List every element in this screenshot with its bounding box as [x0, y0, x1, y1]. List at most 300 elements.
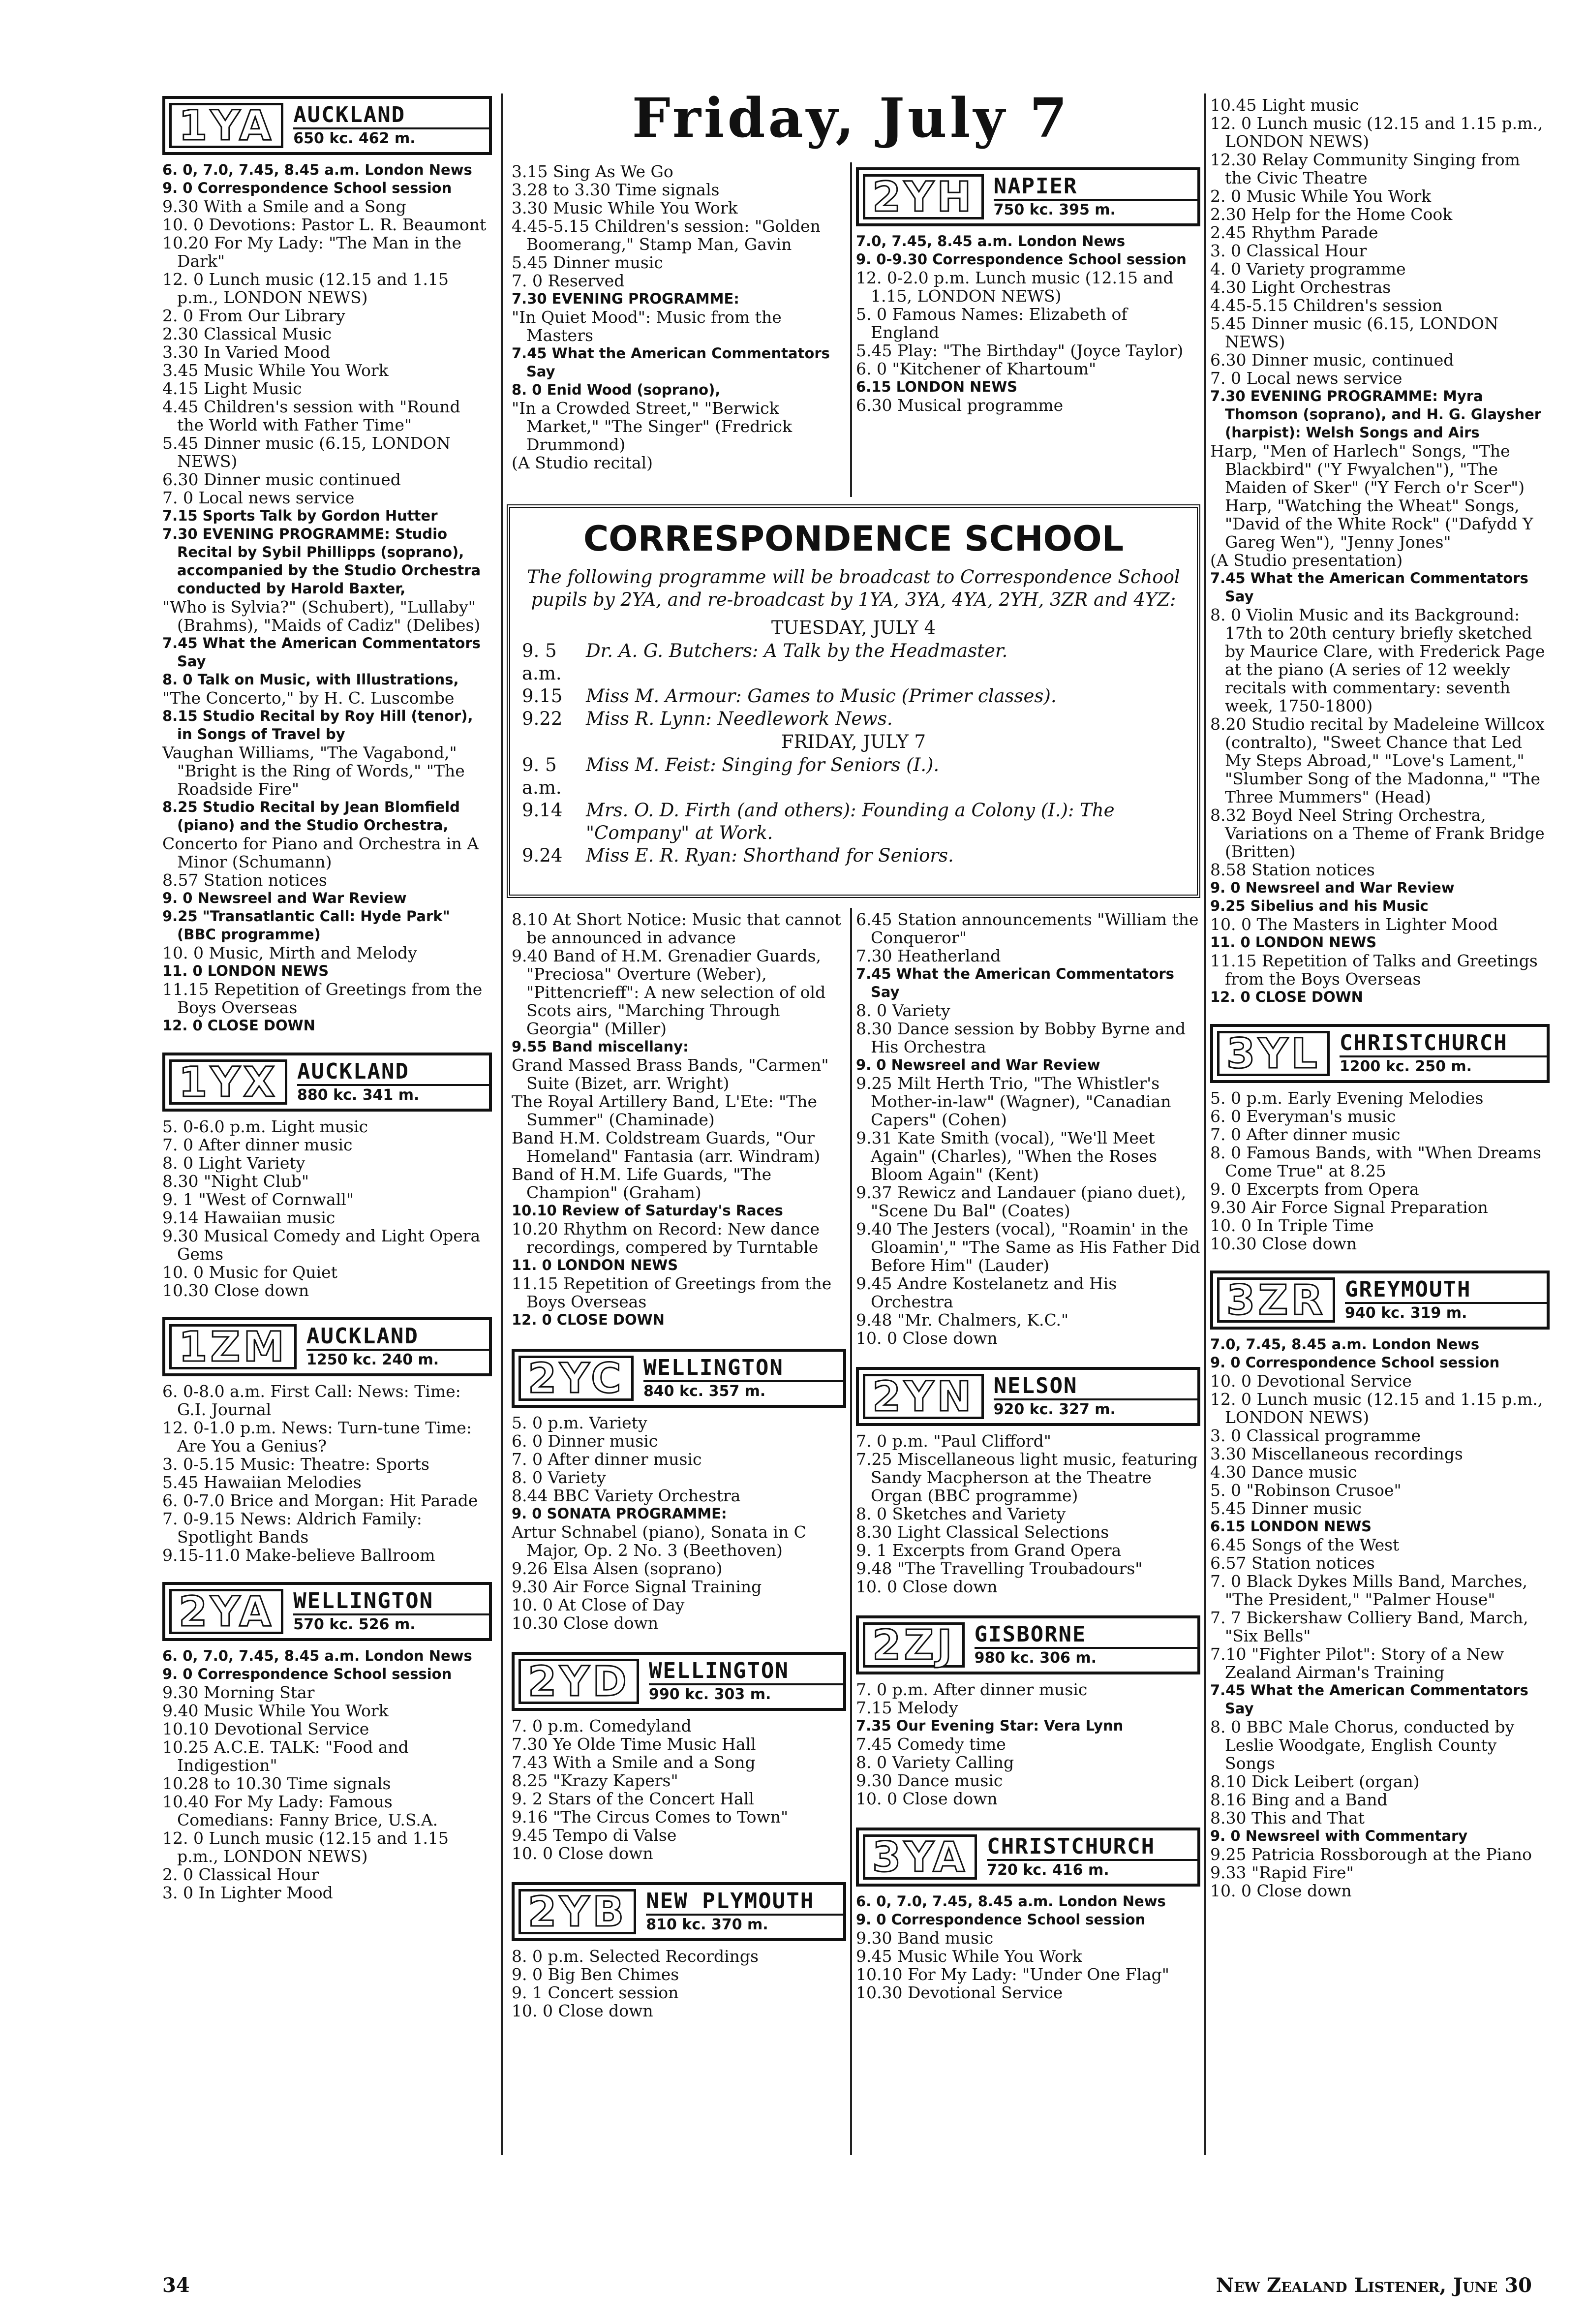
station-city: NEW PLYMOUTH [646, 1889, 843, 1916]
schedule-item: 7.30 Heatherland [856, 946, 1001, 965]
schedule-item: 10.40 For My Lady: Famous Comedians: Fanny Brice, U.S.A. [162, 1792, 438, 1829]
schedule-item: 9.48 "The Travelling Troubadours" [856, 1559, 1143, 1578]
station-frequency: 1200 kc. 250 m. [1339, 1058, 1472, 1075]
schedule-item: 6.57 Station notices [1210, 1553, 1375, 1573]
schedule-item: 5.45 Play: "The Birthday" (Joyce Taylor) [856, 341, 1184, 360]
schedule-item: 7.45 What the American Commentators Say [856, 965, 1174, 1000]
schedule-list [1210, 1089, 1550, 1253]
station-frequency: 570 kc. 526 m. [293, 1616, 416, 1633]
schedule-item: 8. 0 p.m. Selected Recordings [512, 1947, 759, 1966]
schedule-item: 8.20 Studio recital by Madeleine Willcox (contralto), "Sweet Chance that Led My Steps Abroad," "Love's Lament," "Slumber Song of the Madonna," "The Three Mummers" (Head) [1210, 714, 1545, 806]
schedule-item: 9.30 With a Smile and a Song [162, 197, 406, 216]
programme-time: 9.15 [522, 685, 563, 707]
schedule-item: 10.30 Close down [1210, 1234, 1357, 1253]
schedule-item: 10. 0 Devotional Service [1210, 1371, 1412, 1391]
schedule-item: 12. 0 CLOSE DOWN [162, 1017, 315, 1034]
station-city: WELLINGTON [643, 1356, 843, 1382]
schedule-item: 10. 0 Close down [856, 1789, 998, 1808]
schedule-item: 6.30 Dinner music continued [162, 470, 401, 489]
schedule-item: 9.30 Air Force Signal Preparation [1210, 1198, 1488, 1217]
schedule-item: 8.25 Studio Recital by Jean Blomfield (piano) and the Studio Orchestra, [162, 799, 460, 834]
schedule-item: 9.40 Band of H.M. Grenadier Guards, "Preciosa" Overture (Weber), "Pittencrieff": A new selection of old Scots airs, "Marching Through Georgia" (Miller) [512, 946, 826, 1038]
schedule-item: (A Studio presentation) [1210, 551, 1403, 570]
station-frequency: 880 kc. 341 m. [297, 1086, 420, 1104]
schedule-item: 12. 0 Lunch music (12.15 and 1.15 p.m., LONDON NEWS) [1210, 114, 1543, 151]
schedule-item: 8.32 Boyd Neel String Orchestra, Variations on a Theme of Frank Bridge (Britten) [1210, 806, 1545, 861]
station-city: AUCKLAND [306, 1324, 489, 1351]
station-city: CHRISTCHURCH [1340, 1031, 1547, 1057]
programme-row [522, 754, 1185, 799]
schedule-item: 9. 0 Newsreel and War Review [856, 1056, 1100, 1073]
schedule-item: 7. 0 Local news service [162, 488, 355, 507]
schedule-item: 9. 0-9.30 Correspondence School session [856, 251, 1187, 268]
schedule-item: 10. 0 Close down [512, 1844, 653, 1863]
call-sign: 3YA [863, 1834, 977, 1880]
schedule-item: 9.48 "Mr. Chalmers, K.C." [856, 1310, 1069, 1330]
call-sign: 3YL [1217, 1031, 1330, 1076]
column-4 [1210, 96, 1550, 1900]
schedule-item: 10.20 For My Lady: "The Man in the Dark" [162, 233, 462, 271]
schedule-item: 5.45 Hawaiian Melodies [162, 1473, 362, 1492]
call-sign: 2YB [518, 1889, 636, 1934]
programme-row [522, 708, 1185, 730]
box-intro: The following programme will be broadcast to Correspondence School pupils by 2YA, and re-broadcast by 1YA, 3YA, 4YA, 2YH, 3ZR and 4YZ: [527, 566, 1180, 610]
call-sign: 2YH [863, 174, 984, 219]
schedule-item: 4. 0 Variety programme [1210, 259, 1406, 279]
schedule-item: 2.30 Classical Music [162, 324, 332, 343]
day-heading: TUESDAY, JULY 4 [771, 617, 936, 638]
station-city: GREYMOUTH [1345, 1277, 1547, 1304]
station-city: WELLINGTON [649, 1659, 843, 1685]
schedule-item: 9. 0 Correspondence School session [1210, 1354, 1500, 1371]
schedule-item: 10.10 Devotional Service [162, 1719, 369, 1738]
schedule-item: 5. 0 Famous Names: Elizabeth of England [856, 305, 1128, 342]
schedule-item: Grand Massed Brass Bands, "Carmen" Suite (Bizet, arr. Wright) [512, 1055, 829, 1093]
schedule-item: 12. 0 Lunch music (12.15 and 1.15 p.m., LONDON NEWS) [1210, 1390, 1543, 1427]
schedule-item: Band of H.M. Life Guards, "The Champion" (Graham) [512, 1165, 772, 1202]
schedule-item: 5. 0-6.0 p.m. Light music [162, 1117, 368, 1136]
programme-row [522, 640, 1185, 685]
column-1 [162, 96, 492, 2324]
programme-row [522, 799, 1185, 844]
schedule-item: 6.30 Musical programme [856, 396, 1064, 415]
schedule-item: 8.10 At Short Notice: Music that cannot be announced in advance [512, 910, 841, 947]
day-rows [522, 640, 1185, 730]
schedule-item: 11.15 Repetition of Greetings from the Boys Overseas [512, 1274, 832, 1311]
schedule-item: 10.10 Review of Saturday's Races [512, 1202, 783, 1219]
schedule-item: 9.26 Elsa Alsen (soprano) [512, 1559, 723, 1578]
schedule-item: 10. 0 At Close of Day [512, 1595, 685, 1614]
station-3zr [1210, 1270, 1550, 1330]
schedule-item: 6. 0 Dinner music [512, 1431, 658, 1451]
station-city: CHRISTCHURCH [987, 1834, 1197, 1861]
schedule-list [856, 1432, 1200, 1596]
schedule-item: 5. 0 p.m. Variety [512, 1413, 647, 1432]
schedule-item: 5.45 Dinner music (6.15, LONDON NEWS) [162, 434, 451, 471]
day-rows [522, 754, 1185, 867]
schedule-item: "In Quiet Mood": Music from the Masters [512, 308, 782, 345]
station-3ya [856, 1828, 1200, 1887]
call-sign: 2YA [169, 1589, 283, 1634]
schedule-item: 9.40 The Jesters (vocal), "Roamin' in the Gloamin'," "The Same as His Father Did Before Him" (Lauder) [856, 1219, 1200, 1275]
schedule-item: Harp, "Men of Harlech" Songs, "The Blackbird" ("Y Fwyalchen"), "The Maiden of Sker" ("Y Ferch o'r Scer") Harp, "Watching the Wheat" Songs, "David of the White Rock" ("Dafydd Y Gareg Wen"), "Jenny Jones" [1210, 441, 1533, 552]
station-1zm [162, 1317, 492, 1376]
schedule-item: 9.25 "Transatlantic Call: Hyde Park" (BBC programme) [162, 908, 450, 943]
schedule-item: 12. 0 Lunch music (12.15 and 1.15 p.m., LONDON NEWS) [162, 270, 449, 307]
correspondence-school-box [507, 504, 1200, 898]
schedule-item: 7. 0 After dinner music [162, 1135, 353, 1154]
schedule-item: 5. 0 p.m. Early Evening Melodies [1210, 1088, 1484, 1108]
schedule-item: 8.25 "Krazy Kapers" [512, 1771, 678, 1790]
column-3-bottom [856, 910, 1200, 2002]
schedule-item: 5.45 Dinner music (6.15, LONDON NEWS) [1210, 314, 1498, 351]
schedule-item: 11. 0 LONDON NEWS [1210, 934, 1377, 951]
programme-time: 9.14 [522, 800, 563, 821]
schedule-item: 5. 0 "Robinson Crusoe" [1210, 1481, 1402, 1500]
schedule-item: 8. 0 Violin Music and its Background: 17th to 20th century briefly sketched by Maurice Clare, with Frederick Page at the piano (A series of 12 weekly recitals with commentary: seventh week, 1750-1800) [1210, 605, 1545, 715]
schedule-item: 6. 0-7.0 Brice and Morgan: Hit Parade [162, 1491, 478, 1510]
schedule-item: 8. 0 Variety [512, 1468, 606, 1487]
schedule-item: 6. 0-8.0 a.m. First Call: News: Time: G.I. Journal [162, 1382, 461, 1419]
schedule-item: 8. 0 Enid Wood (soprano), [512, 381, 721, 398]
schedule-item: 10.30 Devotional Service [856, 1983, 1063, 2002]
schedule-item: 2. 0 Music While You Work [1210, 186, 1432, 206]
schedule-item: 3.30 Miscellaneous recordings [1210, 1444, 1463, 1463]
schedule-item: 8.58 Station notices [1210, 860, 1375, 879]
programme-description: Miss R. Lynn: Needlework News. [586, 708, 893, 729]
schedule-list [512, 1947, 846, 2020]
schedule-list [512, 162, 846, 472]
station-frequency: 940 kc. 319 m. [1345, 1304, 1467, 1322]
schedule-item: 7. 0 p.m. After dinner music [856, 1680, 1088, 1699]
schedule-item: 9. 0 Newsreel with Commentary [1210, 1828, 1468, 1844]
programme-time: 9.24 [522, 845, 563, 866]
schedule-item: 8.30 Dance session by Bobby Byrne and His Orchestra [856, 1019, 1186, 1056]
column-2-top [512, 162, 846, 472]
schedule-item: 9. 2 Stars of the Concert Hall [512, 1789, 754, 1808]
schedule-item: 10. 0 Close down [856, 1329, 998, 1348]
schedule-item: 9.30 Musical Comedy and Light Opera Gems [162, 1226, 481, 1264]
schedule-item: 7.45 Comedy time [856, 1735, 1006, 1754]
column-rule [850, 162, 852, 497]
schedule-item: 9.25 Milt Herth Trio, "The Whistler's Mother-in-law" (Wagner), "Canadian Capers" (Cohen) [856, 1074, 1171, 1129]
schedule-item: 10. 0 The Masters in Lighter Mood [1210, 915, 1498, 934]
schedule-item: 12. 0 CLOSE DOWN [1210, 989, 1363, 1005]
schedule-item: 9. 1 "West of Cornwall" [162, 1190, 354, 1209]
footer-publication: New Zealand Listener, June 30 [1216, 2274, 1532, 2297]
schedule-item: 6.15 LONDON NEWS [856, 378, 1018, 395]
schedule-item: 11.15 Repetition of Talks and Greetings from the Boys Overseas [1210, 951, 1538, 989]
schedule-item: 10.45 Light music [1210, 95, 1359, 115]
schedule-item: "The Concerto," by H. C. Luscombe [162, 688, 455, 708]
station-frequency: 810 kc. 370 m. [646, 1916, 768, 1933]
schedule-item: 7.30 Ye Olde Time Music Hall [512, 1735, 756, 1754]
programme-description: Dr. A. G. Butchers: A Talk by the Headmaster. [586, 640, 1008, 661]
schedule-item: 9.37 Rewicz and Landauer (piano duet), "Scene Du Bal" (Coates) [856, 1183, 1187, 1220]
schedule-item: 7. 0 Local news service [1210, 369, 1403, 388]
column-2-bottom [512, 910, 846, 2020]
schedule-item: 6.45 Songs of the West [1210, 1535, 1400, 1554]
column-3-top [856, 167, 1200, 414]
schedule-item: 6. 0 Everyman's music [1210, 1107, 1396, 1126]
call-sign: 3ZR [1217, 1277, 1335, 1323]
schedule-item: 3. 0 In Lighter Mood [162, 1883, 333, 1902]
box-title: CORRESPONDENCE SCHOOL [583, 519, 1124, 559]
programme-description: Miss M. Feist: Singing for Seniors (I.). [586, 754, 940, 775]
schedule-item: 9.30 Morning Star [162, 1683, 315, 1702]
station-frequency: 650 kc. 462 m. [293, 130, 416, 147]
programme-description: Miss E. R. Ryan: Shorthand for Seniors. [586, 845, 954, 866]
programme-row [522, 844, 1185, 867]
schedule-item: 6.15 LONDON NEWS [1210, 1518, 1372, 1535]
schedule-item: 8. 0 Light Variety [162, 1153, 305, 1173]
schedule-item: 7.45 What the American Commentators Say [1210, 570, 1528, 605]
schedule-item: 7.0, 7.45, 8.45 a.m. London News [1210, 1336, 1480, 1353]
schedule-item: 9. 0 SONATA PROGRAMME: [512, 1505, 727, 1522]
schedule-item: 7.15 Sports Talk by Gordon Hutter [162, 507, 438, 524]
schedule-item: 9.25 Patricia Rossborough at the Piano [1210, 1845, 1532, 1864]
station-frequency: 990 kc. 303 m. [649, 1686, 771, 1703]
call-sign: 2ZJ [863, 1622, 965, 1668]
station-city: NAPIER [994, 174, 1197, 201]
schedule-item: 2.45 Rhythm Parade [1210, 223, 1378, 242]
schedule-item: 8. 0 Talk on Music, with Illustrations, [162, 671, 459, 688]
schedule-item: 9.40 Music While You Work [162, 1701, 389, 1720]
schedule-item: 7.43 With a Smile and a Song [512, 1753, 756, 1772]
schedule-list [162, 1647, 492, 1902]
schedule-item: 8.30 "Night Club" [162, 1172, 309, 1191]
schedule-list [512, 910, 846, 1329]
schedule-item: Concerto for Piano and Orchestra in A Minor (Schumann) [162, 834, 479, 871]
schedule-item: Band H.M. Coldstream Guards, "Our Homeland" Fantasia (arr. Windram) [512, 1128, 821, 1166]
schedule-item: 10. 0 Close down [856, 1577, 998, 1596]
schedule-item: 3.15 Sing As We Go [512, 162, 673, 181]
station-2yb [512, 1882, 846, 1941]
schedule-item: 7.30 EVENING PROGRAMME: Studio Recital by Sybil Phillipps (soprano), accompanied by the Studio Orchestra conducted by Harold Baxter, [162, 526, 481, 597]
schedule-item: 9.45 Music While You Work [856, 1947, 1082, 1966]
schedule-item: 6. 0, 7.0, 7.45, 8.45 a.m. London News [856, 1893, 1166, 1910]
call-sign: 1YX [169, 1059, 287, 1105]
schedule-item: 7.30 EVENING PROGRAMME: Myra Thomson (soprano), and H. G. Glaysher (harpist): Welsh Songs and Airs [1210, 388, 1542, 441]
schedule-item: Artur Schnabel (piano), Sonata in C Major, Op. 2 No. 3 (Beethoven) [512, 1522, 806, 1560]
schedule-item: 9. 1 Excerpts from Grand Opera [856, 1541, 1122, 1560]
schedule-item: 8. 0 Sketches and Variety [856, 1504, 1066, 1523]
column-rule [501, 93, 503, 2155]
station-2yd [512, 1652, 846, 1711]
schedule-item: 7.45 What the American Commentators Say [1210, 1682, 1528, 1717]
schedule-item: 9. 0 Excerpts from Opera [1210, 1179, 1419, 1199]
schedule-item: 6.30 Dinner music, continued [1210, 350, 1454, 370]
schedule-item: 10. 0 Close down [1210, 1881, 1352, 1900]
schedule-item: 8.30 Light Classical Selections [856, 1522, 1109, 1542]
schedule-item: 8. 0 Variety Calling [856, 1753, 1014, 1772]
schedule-item: 10.20 Rhythm on Record: New dance recordings, compered by Turntable [512, 1219, 820, 1257]
schedule-item: 10.25 A.C.E. TALK: "Food and Indigestion" [162, 1737, 409, 1775]
schedule-item: 7. 7 Bickershaw Colliery Band, March, "Six Bells" [1210, 1608, 1528, 1645]
station-city: WELLINGTON [293, 1589, 489, 1615]
schedule-item: 11. 0 LONDON NEWS [162, 962, 329, 979]
schedule-item: 9.55 Band miscellany: [512, 1038, 689, 1055]
schedule-item: 12.30 Relay Community Singing from the Civic Theatre [1210, 150, 1520, 187]
page-title: Friday, July 7 [632, 86, 1070, 150]
schedule-item: 9. 1 Concert session [512, 1983, 679, 2002]
schedule-item: Vaughan Williams, "The Vagabond," "Bright is the Ring of Words," "The Roadside Fire" [162, 743, 465, 799]
schedule-item: 8. 0 Variety [856, 1001, 950, 1020]
schedule-item: "In a Crowded Street," "Berwick Market," "The Singer" (Fredrick Drummond) [512, 399, 793, 454]
schedule-item: 9.16 "The Circus Comes to Town" [512, 1807, 789, 1827]
column-rule [850, 908, 852, 2155]
schedule-item: 7.10 "Fighter Pilot": Story of a New Zealand Airman's Training [1210, 1644, 1504, 1682]
schedule-item: 9.33 "Rapid Fire" [1210, 1863, 1354, 1882]
schedule-item: 7. 0 p.m. Comedyland [512, 1716, 692, 1735]
station-frequency: 980 kc. 306 m. [974, 1649, 1097, 1667]
schedule-item: 6.45 Station announcements "William the Conqueror" [856, 910, 1199, 947]
station-city: AUCKLAND [293, 103, 489, 129]
programme-row [522, 685, 1185, 708]
station-frequency: 840 kc. 357 m. [643, 1383, 766, 1400]
programme-time: 9. 5 a.m. [522, 640, 562, 684]
programme-description: Mrs. O. D. Firth (and others): Founding a Colony (I.): The "Company" at Work. [586, 800, 1115, 843]
programme-description: Miss M. Armour: Games to Music (Primer classes). [586, 685, 1057, 707]
schedule-item: 8.15 Studio Recital by Roy Hill (tenor), in Songs of Travel by [162, 708, 473, 743]
day-heading: FRIDAY, JULY 7 [781, 731, 926, 752]
station-frequency: 1250 kc. 240 m. [306, 1351, 439, 1368]
schedule-item: 6. 0, 7.0, 7.45, 8.45 a.m. London News [162, 161, 472, 178]
schedule-list [162, 1117, 492, 1300]
schedule-item: 4.30 Dance music [1210, 1462, 1357, 1482]
schedule-item: 7. 0 After dinner music [512, 1450, 702, 1469]
schedule-item: 7.15 Melody [856, 1698, 958, 1717]
schedule-item: 10. 0 Music for Quiet [162, 1263, 337, 1282]
schedule-item: 5.45 Dinner music [512, 253, 663, 272]
schedule-item: 8.57 Station notices [162, 870, 327, 890]
schedule-item: 9.45 Tempo di Valse [512, 1826, 677, 1845]
schedule-item: 11.15 Repetition of Greetings from the Boys Overseas [162, 980, 483, 1017]
station-2ya [162, 1582, 492, 1641]
schedule-list [162, 161, 492, 1035]
station-frequency: 750 kc. 395 m. [993, 201, 1116, 218]
schedule-item: 11. 0 LONDON NEWS [512, 1257, 678, 1273]
call-sign: 2YC [518, 1356, 634, 1401]
schedule-item: 12. 0-2.0 p.m. Lunch music (12.15 and 1.15, LONDON NEWS) [856, 268, 1174, 306]
station-frequency: 720 kc. 416 m. [987, 1861, 1109, 1879]
schedule-item: 10.10 For My Lady: "Under One Flag" [856, 1965, 1169, 1984]
station-2yn [856, 1367, 1200, 1426]
schedule-item: 7.25 Miscellaneous light music, featuring Sandy Macpherson at the Theatre Organ (BBC programme) [856, 1450, 1198, 1505]
schedule-list [1210, 96, 1550, 1006]
station-1yx [162, 1053, 492, 1112]
schedule-item: 9.15-11.0 Make-believe Ballroom [162, 1546, 435, 1565]
schedule-item: 9.30 Dance music [856, 1771, 1003, 1790]
schedule-item: 10. 0 Close down [512, 2001, 653, 2020]
schedule-item: 9. 0 Newsreel and War Review [162, 890, 407, 906]
schedule-item: 3. 0-5.15 Music: Theatre: Sports [162, 1455, 429, 1474]
schedule-item: 3. 0 Classical Hour [1210, 241, 1367, 260]
schedule-item: 12. 0 CLOSE DOWN [512, 1311, 665, 1328]
station-2yh [856, 167, 1200, 226]
schedule-item: 6. 0 "Kitchener of Khartoum" [856, 359, 1097, 378]
schedule-item: 7.35 Our Evening Star: Vera Lynn [856, 1717, 1124, 1734]
schedule-item: 10. 0 Music, Mirth and Melody [162, 943, 417, 962]
schedule-list [856, 1892, 1200, 2002]
schedule-item: 7. 0 After dinner music [1210, 1125, 1401, 1144]
schedule-item: 3. 0 Classical programme [1210, 1426, 1421, 1445]
station-3yl [1210, 1024, 1550, 1083]
schedule-item: 12. 0 Lunch music (12.15 and 1.15 p.m., LONDON NEWS) [162, 1828, 449, 1866]
station-frequency: 920 kc. 327 m. [993, 1401, 1116, 1418]
column-rule [1204, 93, 1206, 2155]
schedule-item: 4.45 Children's session with "Round the World with Father Time" [162, 397, 460, 434]
schedule-item: 12. 0-1.0 p.m. News: Turn-tune Time: Are You a Genius? [162, 1418, 472, 1456]
programme-time: 9. 5 a.m. [522, 754, 562, 798]
call-sign: 2YN [863, 1374, 984, 1419]
schedule-item: 10.30 Close down [512, 1613, 659, 1633]
schedule-item: 5.45 Dinner music [1210, 1499, 1362, 1518]
station-1ya [162, 96, 492, 155]
schedule-item: 7. 0 Reserved [512, 271, 625, 290]
schedule-list [1210, 1335, 1550, 1900]
schedule-item: 9.31 Kate Smith (vocal), "We'll Meet Again" (Charles), "When the Roses Bloom Again" (Kent) [856, 1128, 1158, 1184]
schedule-item: 3.45 Music While You Work [162, 361, 389, 380]
station-city: AUCKLAND [297, 1059, 489, 1086]
schedule-item: 7.30 EVENING PROGRAMME: [512, 290, 739, 307]
schedule-item: 8. 0 Famous Bands, with "When Dreams Come True" at 8.25 [1210, 1143, 1541, 1180]
schedule-item: 4.45-5.15 Children's session: "Golden Boomerang," Stamp Man, Gavin [512, 217, 821, 254]
schedule-item: 8. 0 BBC Male Chorus, conducted by Leslie Woodgate, English County Songs [1210, 1717, 1515, 1773]
schedule-item: 9.45 Andre Kostelanetz and His Orchestra [856, 1274, 1117, 1311]
schedule-item: 9. 0 Correspondence School session [856, 1911, 1146, 1928]
schedule-item: 9.30 Band music [856, 1928, 994, 1948]
schedule-item: 7.45 What the American Commentators Say [512, 345, 830, 380]
schedule-item: 9. 0 Correspondence School session [162, 180, 452, 196]
schedule-item: 3.28 to 3.30 Time signals [512, 180, 720, 199]
schedule-list [512, 1717, 846, 1862]
schedule-item: 9. 0 Newsreel and War Review [1210, 879, 1455, 896]
schedule-item: 8.30 This and That [1210, 1808, 1365, 1828]
schedule-list [856, 910, 1200, 1347]
schedule-item: 4.15 Light Music [162, 379, 302, 398]
schedule-item: 3.30 In Varied Mood [162, 342, 331, 362]
schedule-list [162, 1382, 492, 1564]
schedule-list [856, 232, 1200, 414]
schedule-item: 7. 0 Black Dykes Mills Band, Marches, "The President," "Palmer House" [1210, 1572, 1528, 1609]
call-sign: 1YA [169, 103, 283, 148]
schedule-item: 7.0, 7.45, 8.45 a.m. London News [856, 233, 1126, 249]
schedule-item: "Who is Sylvia?" (Schubert), "Lullaby" (Brahms), "Maids of Cadiz" (Delibes) [162, 597, 481, 635]
schedule-item: 7.45 What the American Commentators Say [162, 635, 481, 670]
schedule-item: 9. 0 Correspondence School session [162, 1666, 452, 1682]
schedule-item: 6. 0, 7.0, 7.45, 8.45 a.m. London News [162, 1647, 472, 1664]
station-city: NELSON [994, 1374, 1197, 1400]
schedule-item: 8.16 Bing and a Band [1210, 1790, 1388, 1809]
schedule-item: 9.14 Hawaiian music [162, 1208, 336, 1227]
schedule-item: 7. 0 p.m. "Paul Clifford" [856, 1431, 1051, 1451]
schedule-item: 4.45-5.15 Children's session [1210, 296, 1443, 315]
schedule-item: 2. 0 Classical Hour [162, 1865, 319, 1884]
schedule-item: 2. 0 From Our Library [162, 306, 345, 325]
schedule-item: 8.10 Dick Leibert (organ) [1210, 1772, 1420, 1791]
station-2yc [512, 1349, 846, 1408]
page-number: 34 [162, 2274, 190, 2297]
schedule-item: 10.28 to 10.30 Time signals [162, 1774, 391, 1793]
schedule-item: 10.30 Close down [162, 1281, 309, 1300]
schedule-item: 9.25 Sibelius and his Music [1210, 898, 1429, 914]
schedule-item: 8.44 BBC Variety Orchestra [512, 1486, 741, 1505]
schedule-item: 3.30 Music While You Work [512, 198, 738, 217]
schedule-item: 4.30 Light Orchestras [1210, 278, 1391, 297]
schedule-item: The Royal Artillery Band, L'Ete: "The Summer" (Chaminade) [512, 1092, 818, 1129]
station-2zj [856, 1615, 1200, 1674]
